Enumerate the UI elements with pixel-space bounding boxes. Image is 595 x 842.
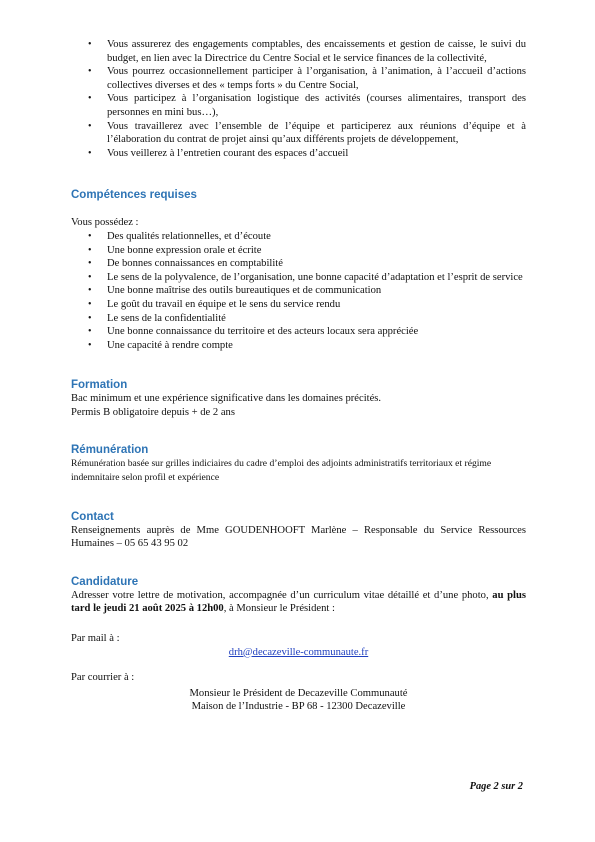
competences-list [71, 230, 526, 352]
formation-heading: Formation [71, 379, 128, 392]
competences-intro: Vous possédez : [71, 217, 139, 229]
missions-list [71, 38, 526, 160]
candidature-text [71, 589, 526, 616]
candidature-text-start: Adresser votre lettre de motivation, accompagnée d’un curriculum vitae détaillé et d’une photo, [71, 589, 493, 601]
mission-item: • Vous pourrez occasionnellement participer à l’organisation, à l’animation, à l’accueil d’actions collectives diverses et des « temps forts » du Centre Social, [71, 65, 526, 92]
email-link[interactable]: drh@decazeville-communaute.fr [228, 646, 369, 658]
competence-item: • Le sens de la confidentialité [71, 312, 526, 326]
page-content [71, 38, 526, 714]
competence-item: • Une capacité à rendre compte [71, 339, 526, 353]
page-number: Page 2 sur 2 [469, 781, 523, 792]
contact-heading: Contact [71, 510, 114, 523]
competence-item: • Des qualités relationnelles, et d’écoute [71, 230, 526, 244]
candidature-deadline: au plus tard le jeudi 21 août 2025 à 12h00 [71, 589, 526, 615]
remuneration-heading: Rémunération [71, 444, 149, 457]
email-line [71, 646, 526, 660]
mission-item: • Vous participez à l’organisation logistique des activités (courses alimentaires, transport des personnes en mini bus…), [71, 92, 526, 119]
mission-item: • Vous travaillerez avec l’ensemble de l’équipe et participerez aux réunions d’équipe et à l’élaboration du contrat de projet ainsi qu’aux différents projets de développement, [71, 120, 526, 147]
candidature-text-end: , à Monsieur le Président : [223, 603, 335, 615]
mission-item: • Vous assurerez des engagements comptables, des encaissements et gestion de caisse, le suivi du budget, en lien avec la Directrice du Centre Social et le service finances de la collectivité, [71, 38, 526, 65]
candidature-heading: Candidature [71, 575, 139, 588]
competence-item: • Le goût du travail en équipe et le sens du service rendu [71, 298, 526, 312]
mission-item: • Vous veillerez à l’entretien courant des espaces d’accueil [71, 147, 526, 161]
address-line-1: Monsieur le Président de Decazeville Communauté [189, 687, 408, 699]
competence-item: • Le sens de la polyvalence, de l’organisation, une bonne capacité d’adaptation et l’esprit de service [71, 271, 526, 285]
formation-text-1: Bac minimum et une expérience significative dans les domaines précités. [71, 393, 382, 405]
competence-item: • Une bonne connaissance du territoire et des acteurs locaux sera appréciée [71, 325, 526, 339]
mail-label: Par mail à : [71, 633, 120, 645]
competence-item: • Une bonne maîtrise des outils bureautiques et de communication [71, 284, 526, 298]
address-line-2: Maison de l’Industrie - BP 68 - 12300 Decazeville [191, 701, 406, 713]
formation-text-2: Permis B obligatoire depuis + de 2 ans [71, 406, 235, 418]
competence-item: • De bonnes connaissances en comptabilité [71, 257, 526, 271]
contact-text: Renseignements auprès de Mme GOUDENHOOFT Marlène – Responsable du Service Ressources Humaines – 05 65 43 95 02 [71, 524, 526, 550]
competence-item: • Une bonne expression orale et écrite [71, 244, 526, 258]
competences-heading: Compétences requises [71, 189, 197, 202]
remuneration-text: Rémunération basée sur grilles indiciaires du cadre d’emploi des adjoints administratifs territoriaux et régime indemnitaire selon profil et expérience [71, 458, 492, 484]
courrier-label: Par courrier à : [71, 672, 135, 684]
